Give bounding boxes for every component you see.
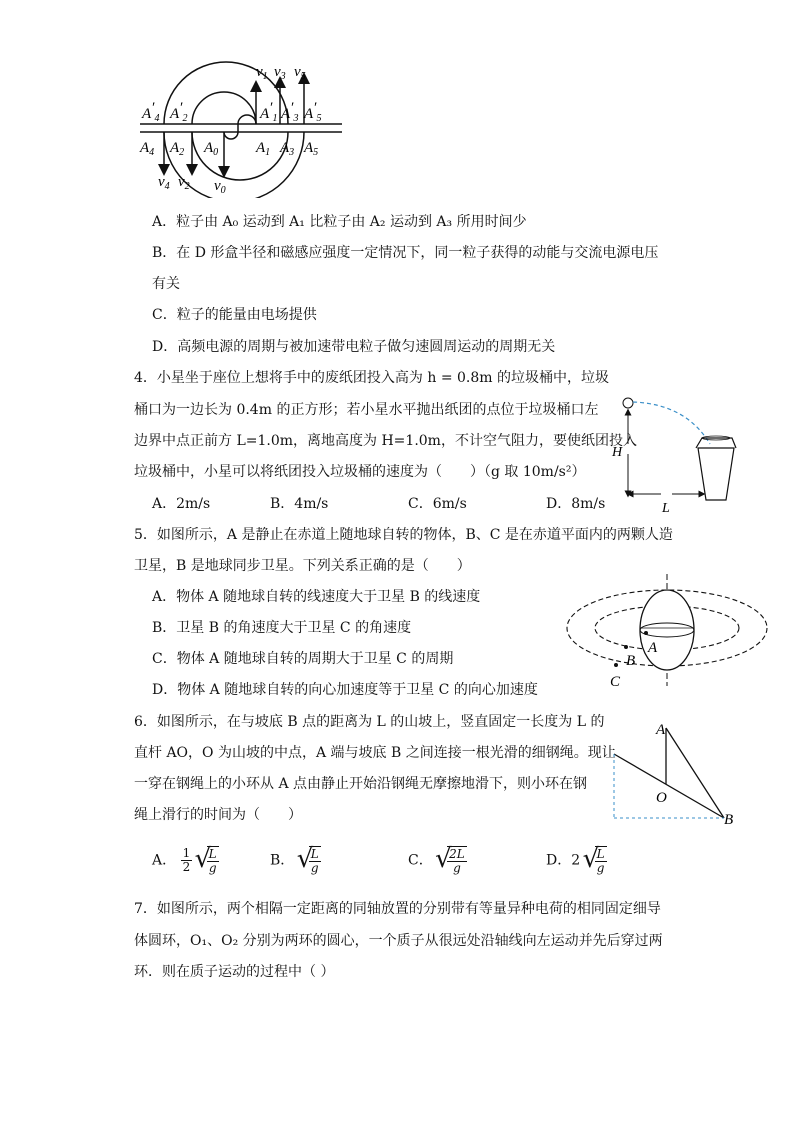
q6-option-b: B． √ $\frac{L}{g}$ [270, 846, 321, 875]
label-v2: $v_2$ [178, 174, 190, 192]
q4-option-c: C．6m/s [408, 496, 467, 512]
q4-stem-line-1: 4．小星坐于座位上想将手中的废纸团投入高为 h = 0.8m 的垃圾桶中，垃圾 [134, 370, 609, 386]
cyclotron-figure [138, 58, 348, 198]
spiral-path [164, 62, 304, 198]
q5-stem-line-1: 5．如图所示，A 是静止在赤道上随地球自转的物体，B、C 是在赤道平面内的两颗人造 [134, 527, 673, 543]
label-A4: $A_4$ [140, 140, 155, 158]
label-v3: $v_3$ [274, 64, 286, 82]
q6-stem-line-2: 直杆 AO，O 为山坡的中点，A 端与坡底 B 之间连接一根光滑的细钢绳。现让 [134, 745, 616, 761]
label-H: H [612, 445, 623, 460]
q3-option-b: B．在 D 形盒半径和磁感应强度一定情况下，同一粒子获得的动能与交流电源电压 [152, 245, 659, 261]
label-A2: $A_2$ [170, 140, 185, 158]
q5-option-d: D．物体 A 随地球自转的向心加速度等于卫星 C 的向心加速度 [152, 682, 538, 698]
label-A: A [648, 640, 658, 656]
q6-stem-line-3: 一穿在钢绳上的小环从 A 点由静止开始沿钢绳无摩擦地滑下，则小环在钢 [134, 776, 588, 792]
earth [640, 590, 694, 670]
label-v5: $v_5$ [294, 64, 306, 82]
q6-option-d: D．2 √ $\frac{L}{g}$ [546, 846, 607, 875]
label-A3: $A_3$ [280, 140, 295, 158]
label-v0: $v_0$ [214, 178, 226, 196]
q3-option-b-cont: 有关 [152, 276, 180, 292]
paper-ball [623, 398, 633, 408]
q7-stem-line-3: 环．则在质子运动的过程中（ ） [134, 964, 335, 980]
q7-stem-line-1: 7．如图所示，两个相隔一定距离的同轴放置的分别带有等量异种电荷的相同固定细导 [134, 901, 661, 917]
label-A4-prime: $A'_4$ [142, 100, 160, 124]
q5-option-a: A．物体 A 随地球自转的线速度大于卫星 B 的线速度 [152, 589, 481, 605]
wire-AB [666, 728, 724, 818]
label-v4: $v_4$ [158, 174, 170, 192]
label-A3-prime: $A'_3$ [281, 100, 299, 124]
trajectory-curve [633, 402, 710, 444]
label-A5: $A_5$ [304, 140, 319, 158]
q6-stem-line-4: 绳上滑行的时间为（ ） [134, 807, 302, 823]
orbit-figure [562, 568, 772, 692]
q6-option-c: C． √ $\frac{2L}{g}$ [408, 846, 467, 875]
q4-option-a: A．2m/s [152, 496, 211, 512]
label-A1: $A_1$ [256, 140, 271, 158]
label-A0: $A_0$ [204, 140, 219, 158]
q6-stem-line-1: 6．如图所示，在与坡底 B 点的距离为 L 的山坡上，竖直固定一长度为 L 的 [134, 714, 605, 730]
q3-option-c: C．粒子的能量由电场提供 [152, 307, 317, 323]
slope-line [614, 754, 724, 818]
label-B: B [626, 653, 636, 669]
q7-stem-line-2: 体圆环，O₁、O₂ 分别为两环的圆心，一个质子从很远处沿轴线向左运动并先后穿过两 [134, 933, 663, 949]
q4-stem-line-3: 边界中点正前方 L=1.0m，离地高度为 H=1.0m，不计空气阻力，要使纸团投入 [134, 433, 637, 449]
q5-stem-line-2: 卫星，B 是地球同步卫星。下列关系正确的是（ ） [134, 558, 471, 574]
label-C: C [610, 674, 621, 690]
q4-stem-line-4: 垃圾桶中，小星可以将纸团投入垃圾桶的速度为（ ）（g 取 10m/s²） [134, 464, 586, 480]
q6-option-a: A． $\frac{1}{2}$ √ $\frac{L}{g}$ [152, 846, 219, 875]
label-A: A [656, 722, 666, 738]
q4-stem-line-2: 桶口为一边长为 0.4m 的正方形；若小星水平抛出纸团的点位于垃圾桶口左 [134, 402, 599, 418]
label-A5-prime: $A'_5$ [304, 100, 322, 124]
slope-figure [606, 716, 746, 832]
q4-option-d: D．8m/s [546, 496, 606, 512]
q3-option-d: D．高频电源的周期与被加速带电粒子做匀速圆周运动的周期无关 [152, 339, 556, 355]
trash-throw-figure [606, 394, 746, 516]
label-L: L [662, 501, 670, 516]
label-A2-prime: $A'_2$ [170, 100, 188, 124]
q3-option-a: A．粒子由 A₀ 运动到 A₁ 比粒子由 A₂ 运动到 A₃ 所用时间少 [152, 214, 527, 230]
label-B: B [724, 812, 734, 828]
q5-option-b: B．卫星 B 的角速度大于卫星 C 的角速度 [152, 620, 412, 636]
q4-option-b: B．4m/s [270, 496, 329, 512]
label-O: O [656, 790, 667, 806]
label-A1-prime: $A'_1$ [260, 100, 278, 124]
label-v1: $v_1$ [256, 64, 268, 82]
trash-can [698, 448, 734, 500]
q5-option-c: C．物体 A 随地球自转的周期大于卫星 C 的周期 [152, 651, 454, 667]
